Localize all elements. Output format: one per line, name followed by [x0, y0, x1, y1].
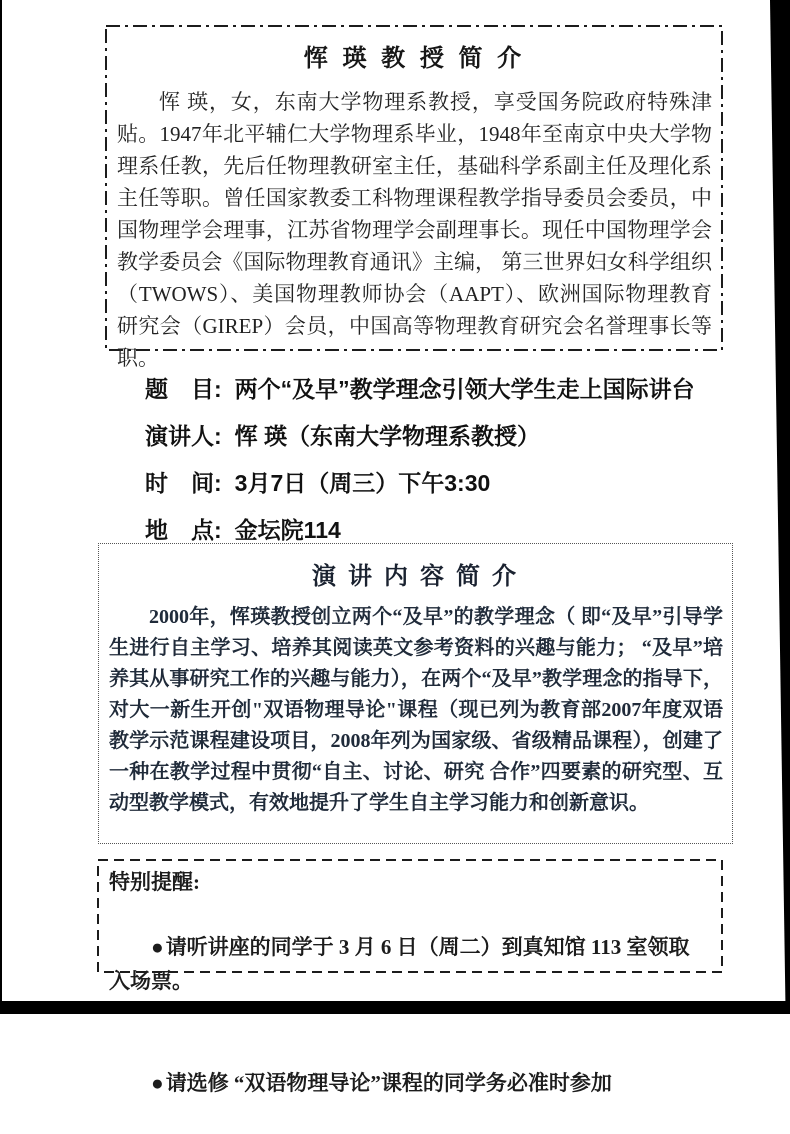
professor-intro-box — [105, 25, 723, 370]
notice-title: 特别提醒: — [109, 870, 200, 894]
lecture-details — [145, 371, 745, 559]
intro-content — [105, 25, 723, 370]
intro-title: 恽 瑛 教 授 简 介 — [303, 45, 526, 72]
time-value: 3月7日（周三）下午3:30 — [234, 470, 491, 496]
notice-content — [97, 859, 723, 1095]
speaker-label: 演讲人: — [145, 423, 222, 449]
scan-edge-left — [0, 0, 2, 1014]
summary-title: 演 讲 内 容 简 介 — [312, 564, 519, 590]
venue-value: 金坛院114 — [234, 517, 341, 543]
time-label: 时 间: — [145, 470, 222, 496]
venue-label: 地 点: — [145, 517, 222, 543]
notice-item — [109, 1032, 709, 1134]
speaker-value: 恽 瑛（东南大学物理系教授） — [234, 423, 541, 449]
detail-row-venue — [145, 512, 745, 541]
special-notice-box — [97, 859, 723, 1095]
scan-edge-right — [770, 0, 790, 1014]
intro-biography-text: 恽 瑛，女，东南大学物理系教授，享受国务院政府特殊津贴。1947年北平辅仁大学物理系毕业，1948年至南京中央大学物理系任教，先后任物理教研室主任，基础科学系副主任及理化系主任等职。曾任国家教委工科物理课程教学指导委员会委员，中国物理学会理事，江苏省物理学会副理事长。现任中国物理学会教学委员会《国际物理教育通讯》主编， 第三世界妇女科学组织（TWOWS）、美国物理教师协会（AAPT）、欧洲国际物理教育研究会（GIREP）会员，中国高等物理教育研究会名誉理事长等职。 — [117, 90, 712, 370]
notice-item — [109, 896, 709, 1032]
bullet-icon: ● — [151, 1071, 164, 1095]
notice-item-text: 请听讲座的同学于 3 月 6 日（周二）到真知馆 113 室领取入场票。 — [109, 935, 690, 993]
detail-row-time — [145, 465, 745, 494]
notice-item-text: 请选修 “双语物理导论”课程的同学务必准时参加 — [165, 1071, 612, 1095]
topic-label: 题 目: — [145, 376, 222, 402]
detail-row-speaker — [145, 418, 745, 447]
detail-row-topic — [145, 371, 745, 400]
bullet-icon: ● — [151, 935, 164, 959]
lecture-summary-box — [98, 543, 733, 844]
topic-value: 两个“及早”教学理念引领大学生走上国际讲台 — [234, 376, 695, 402]
summary-text: 2000年，恽瑛教授创立两个“及早”的教学理念（ 即“及早”引导学生进行自主学习、培养其阅读英文参考资料的兴趣与能力； “及早”培养其从事研究工作的兴趣与能力），在两个“及早”教学理念的指导下，对大一新生开创"双语物理导论"课程（现已列为教育部2007年度双语教学示范课程建设项目，2008年列为国家级、省级精品课程），创建了一种在教学过程中贯彻“自主、讨论、研究 合作”四要素的研究型、互动型教学模式，有效地提升了学生自主学习能力和创新意识。 — [109, 606, 723, 814]
